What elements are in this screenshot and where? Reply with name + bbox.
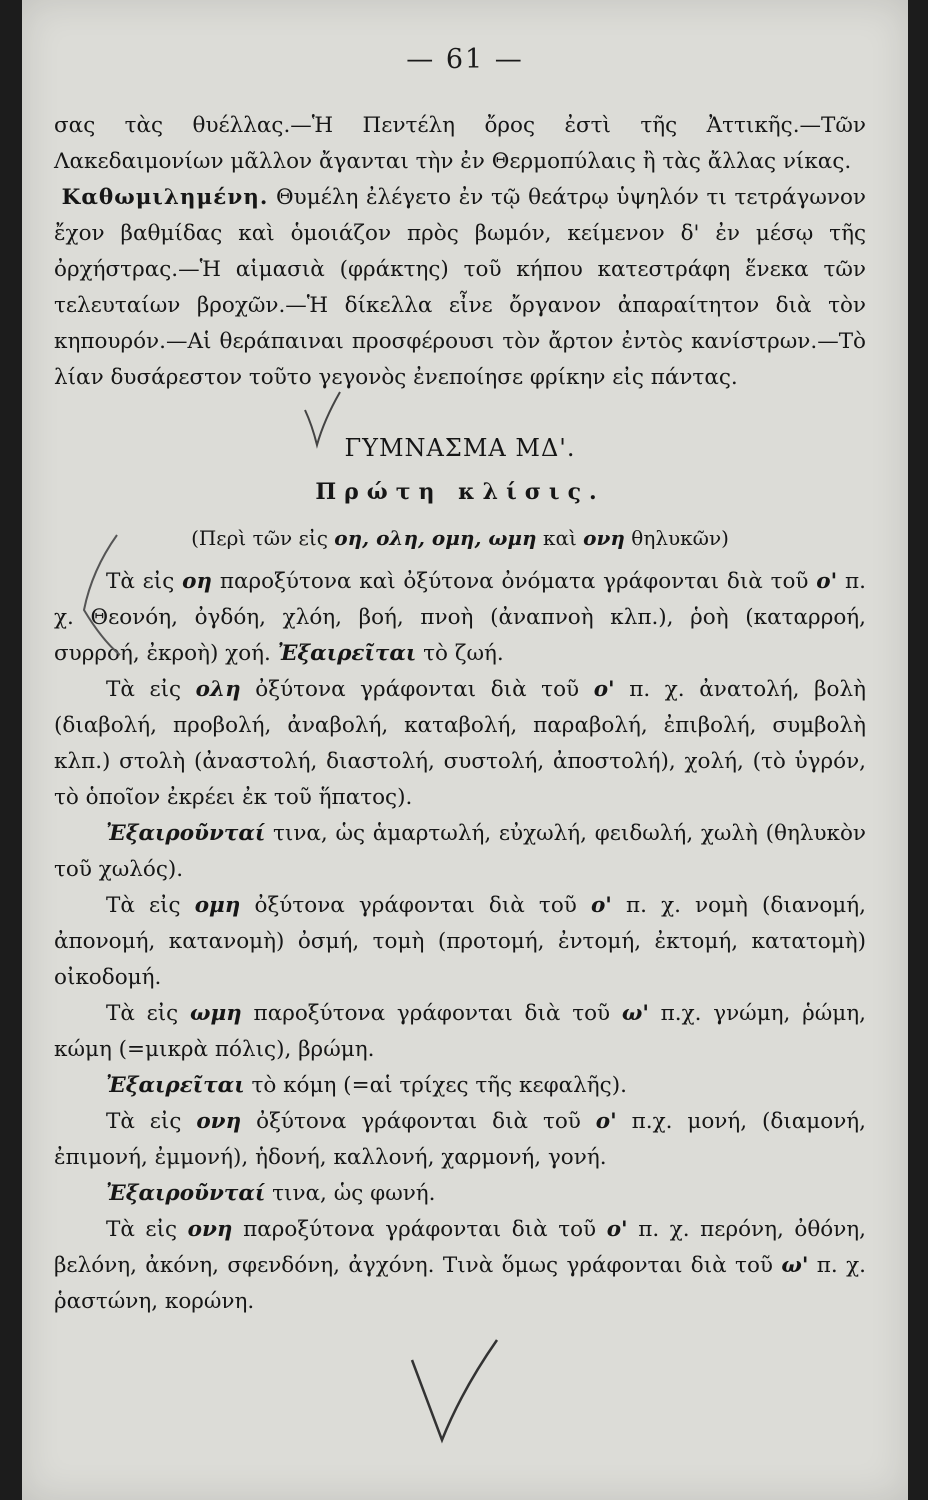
text: παροξύτονα καὶ ὀξύτονα ὀνόματα γράφονται διὰ τοῦ — [212, 569, 817, 594]
letter: ο' — [595, 1109, 617, 1134]
letter: ω' — [621, 1001, 649, 1026]
letter: ο' — [606, 1217, 628, 1242]
text: ὀξύτονα γράφονται διὰ τοῦ — [240, 893, 591, 918]
text: Τὰ εἰς — [106, 1217, 188, 1242]
text: Τὰ εἰς — [106, 1109, 197, 1134]
text: Τὰ εἰς — [106, 569, 183, 594]
note-prefix: (Περὶ τῶν εἰς — [191, 526, 328, 550]
topic-note — [54, 520, 866, 556]
text: παροξύτονα γράφονται διὰ τοῦ — [241, 1001, 622, 1026]
text: Τὰ εἰς — [106, 893, 195, 918]
exception-keyword: Ἐξαιροῦνταί — [106, 1181, 266, 1206]
declension-subheading: Πρώτη κλίσις. — [315, 479, 605, 505]
rule-paragraph-oli — [54, 672, 866, 816]
exercise-sentences — [54, 108, 866, 396]
text: Τὰ εἰς — [106, 1001, 190, 1026]
page-number: — 61 — — [406, 44, 524, 75]
text: π. χ. ῥαστώνη, κορώνη. — [54, 1253, 866, 1314]
sentences-part-2: Θυμέλη ἐλέγετο ἐν τῷ θεάτρῳ ὑψηλόν τι τετράγωνον ἔχον βαθμίδας καὶ ὁμοιάζον πρὸς βωμόν, κείμενον δ' ἐν μέσῳ τῆς ὀρχήστρας.—Ἡ αἱμασιὰ (φράκτης) τοῦ κήπου κατεστράφη ἕνεκα τῶν τελευταίων βροχῶν.—Ἡ δίκελλα εἶνε ὄργανον ἀπαραίτητον διὰ τὸν κηπουρόν.—Αἱ θεράπαιναι προσφέρουσι τὸν ἄρτον ἐντὸς κανίστρων.—Τὸ λίαν δυσάρεστον τοῦτο γεγονὸς ἐνεποίησε φρίκην εἰς πάντας. — [54, 185, 866, 390]
ending: ονη — [187, 1217, 233, 1242]
ending: ολη — [195, 677, 241, 702]
exception-keyword: Ἐξαιροῦνταί — [106, 821, 266, 846]
rule-paragraph-oni-paroxytone — [54, 1212, 866, 1320]
ending: ομη — [194, 893, 241, 918]
text: π.χ. γνώμη, ῥώμη, κώμη (=μικρὰ πόλις), βρώμη. — [54, 1001, 866, 1062]
exceptions-paragraph-oli — [54, 816, 866, 888]
text: π.χ. μονή, (διαμονή, ἐπιμονή, ἐμμονή), ἡδονή, καλλονή, χαρμονή, γονή. — [54, 1109, 866, 1170]
text: ὀξύτονα γράφονται διὰ τοῦ — [240, 677, 594, 702]
exception-keyword: Ἐξαιρεῖται — [106, 1073, 245, 1098]
exceptions-paragraph-oni — [54, 1176, 866, 1212]
text: τινα, ὡς ἁμαρτωλή, εὐχωλή, φειδωλή, χωλὴ (θηλυκὸν τοῦ χωλός). — [54, 821, 866, 882]
ending: οη — [182, 569, 213, 594]
rule-paragraph-oni — [54, 1104, 866, 1176]
ending: ωμη — [189, 1001, 242, 1026]
exception-keyword: Ἐξαιρεῖται — [277, 641, 417, 666]
note-mid: καὶ — [542, 526, 577, 550]
sentences-part-1: σας τὰς θυέλλας.—Ἡ Πεντέλη ὄρος ἐστὶ τῆς Ἀττικῆς.—Τῶν Λακεδαιμονίων μᾶλλον ἄγανται τὴν ἐν Θερμοπύλαις ἢ τὰς ἄλλας νίκας. — [54, 113, 866, 174]
exercise-heading: ΓΥΜΝΑΣΜΑ ΜΔ'. — [344, 434, 576, 462]
letter: ω' — [781, 1253, 809, 1278]
text: τινα, ὡς φωνή. — [265, 1181, 436, 1206]
page-body — [54, 108, 866, 1320]
letter: ο' — [816, 569, 838, 594]
note-terms: οη, ολη, ομη, ωμη — [334, 526, 537, 550]
note-last: ονη — [583, 526, 625, 550]
text: Τὰ εἰς — [106, 677, 196, 702]
letter: ο' — [593, 677, 615, 702]
text: π. χ. Θεονόη, ὀγδόη, χλόη, βοή, πνοὴ (ἀναπνοὴ κλπ.), ῥοὴ (καταρροή, συρροή, ἐκροὴ) χοή. — [54, 569, 866, 666]
text: τὸ ζωή. — [416, 641, 504, 666]
keyword-kathomilimeni: Καθωμιλημένη. — [61, 185, 269, 210]
rule-paragraph-omi — [54, 888, 866, 996]
exceptions-paragraph-omi-long — [54, 1068, 866, 1104]
text: τὸ κόμη (=αἱ τρίχες τῆς κεφαλῆς). — [244, 1073, 627, 1098]
book-page — [22, 0, 908, 1500]
rule-paragraph-oi — [54, 564, 866, 672]
text: παροξύτονα γράφονται διὰ τοῦ — [232, 1217, 607, 1242]
text: ὀξύτονα γράφονται διὰ τοῦ — [241, 1109, 596, 1134]
rule-paragraph-omi-long — [54, 996, 866, 1068]
pencil-check-mark-2 — [412, 1340, 497, 1440]
ending: ονη — [196, 1109, 242, 1134]
note-suffix: θηλυκῶν) — [631, 526, 729, 550]
text: π. χ. περόνη, ὀθόνη, βελόνη, ἀκόνη, σφενδόνη, ἀγχόνη. Τινὰ ὅμως γράφονται διὰ τοῦ — [54, 1217, 867, 1278]
letter: ο' — [590, 893, 612, 918]
text: π. χ. ἀνατολή, βολὴ (διαβολή, προβολή, ἀναβολή, καταβολή, παραβολή, ἐπιβολή, συμβολὴ κλπ.) στολὴ (ἀναστολή, διαστολή, συστολή, ἀποστολή), χολή, (τὸ ὑγρόν, τὸ ὁποῖον ἐκρέει ἐκ τοῦ ἥπατος). — [54, 677, 866, 810]
text: π. χ. νομὴ (διανομή, ἀπονομή, κατανομὴ) ὀσμή, τομὴ (προτομή, ἐντομή, ἐκτομή, κατατομὴ) οἰκοδομή. — [54, 893, 866, 990]
